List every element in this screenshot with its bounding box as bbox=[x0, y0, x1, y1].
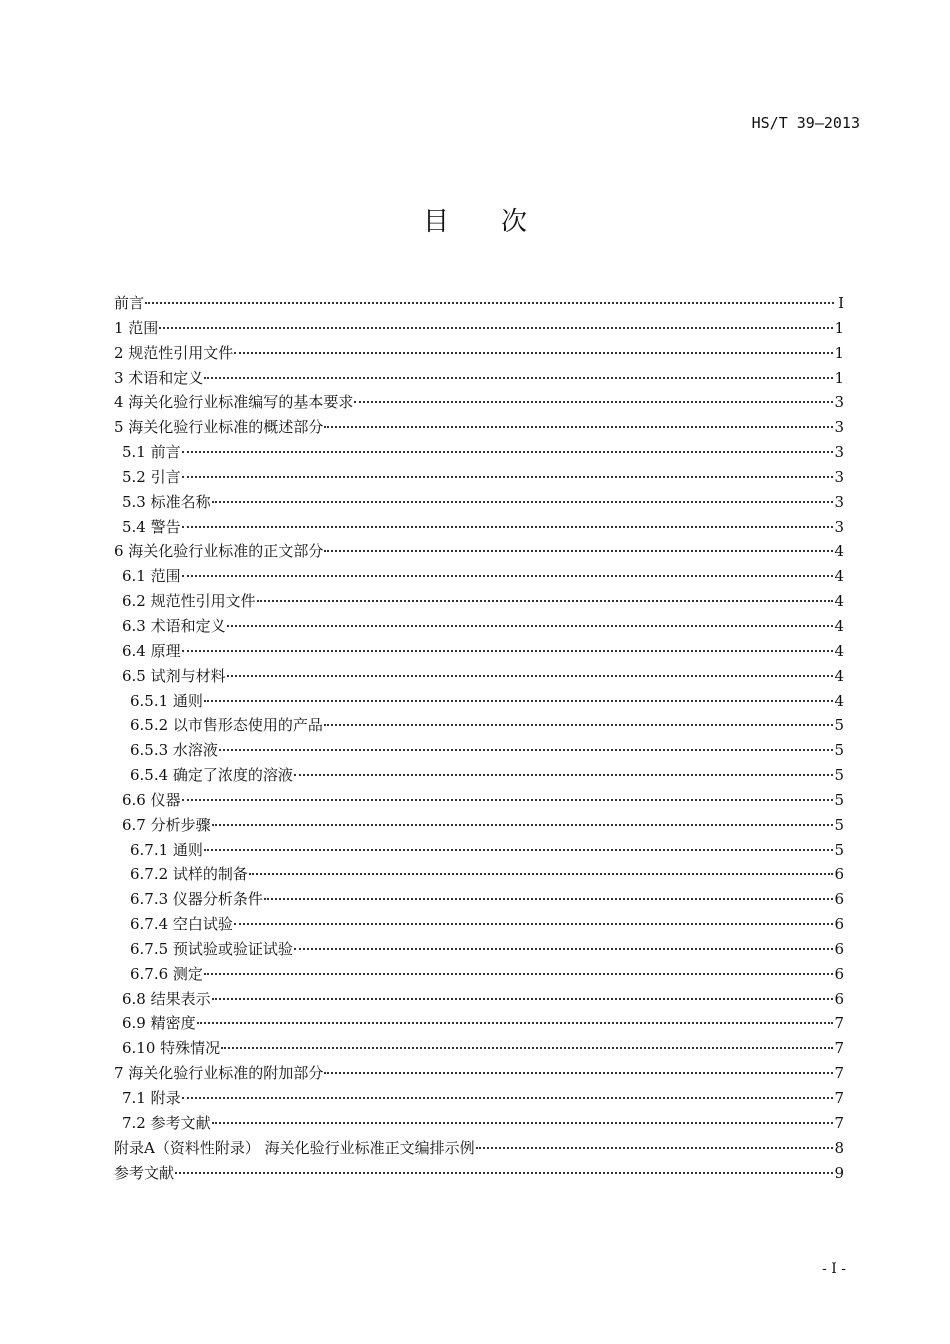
toc-entry-page: 7 bbox=[834, 1113, 844, 1132]
toc-entry[interactable] bbox=[114, 788, 844, 813]
toc-entry-page: 6 bbox=[834, 939, 844, 958]
toc-entry-page: 7 bbox=[834, 1089, 844, 1107]
toc-entry-label: 3 术语和定义 bbox=[114, 368, 204, 387]
toc-entry-page: 5 bbox=[834, 766, 844, 785]
standard-code: HS/T 39—2013 bbox=[751, 114, 860, 132]
toc-entry-page: 4 bbox=[834, 567, 844, 586]
toc-entry[interactable] bbox=[114, 465, 844, 490]
toc-entry[interactable] bbox=[114, 539, 844, 564]
toc-entry-label: 6.5.4 确定了浓度的溶液 bbox=[130, 766, 293, 785]
toc-entry-label: 6.9 精密度 bbox=[122, 1014, 196, 1033]
toc-dot-leader bbox=[212, 998, 834, 1000]
toc-entry-page: 6 bbox=[834, 964, 844, 983]
toc-entry[interactable] bbox=[114, 390, 844, 415]
toc-entry-page: 3 bbox=[834, 517, 844, 536]
toc-entry[interactable] bbox=[114, 664, 844, 689]
toc-dot-leader bbox=[219, 749, 834, 751]
toc-entry[interactable] bbox=[114, 1036, 844, 1061]
toc-entry[interactable] bbox=[114, 1111, 844, 1136]
toc-entry-label: 6.7.2 试样的制备 bbox=[130, 865, 248, 884]
toc-entry[interactable] bbox=[114, 1161, 844, 1186]
page-number: - I - bbox=[822, 1261, 846, 1277]
toc-dot-leader bbox=[182, 1097, 834, 1099]
toc-dot-leader bbox=[249, 873, 834, 875]
toc-entry-label: 6.5.2 以市售形态使用的产品 bbox=[130, 716, 323, 735]
toc-dot-leader bbox=[324, 426, 833, 428]
toc-dot-leader bbox=[204, 973, 834, 975]
toc-entry[interactable] bbox=[114, 614, 844, 639]
toc-entry-label: 6.2 规范性引用文件 bbox=[122, 592, 256, 611]
toc-entry-page: 3 bbox=[834, 393, 844, 412]
toc-entry[interactable] bbox=[114, 316, 844, 341]
toc-dot-leader bbox=[264, 898, 834, 900]
toc-entry[interactable] bbox=[114, 838, 844, 863]
toc-entry-label: 7.1 附录 bbox=[122, 1089, 181, 1107]
toc-entry-page: 5 bbox=[834, 741, 844, 760]
toc-entry-label: 6.7.5 预试验或验证试验 bbox=[130, 939, 293, 958]
toc-entry-page: 9 bbox=[834, 1163, 844, 1182]
toc-entry-page: 6 bbox=[834, 915, 844, 934]
toc-entry-label: 6.10 特殊情况 bbox=[122, 1039, 221, 1058]
toc-dot-leader bbox=[204, 849, 834, 851]
toc-entry-page: 6 bbox=[834, 865, 844, 884]
toc-dot-leader bbox=[234, 352, 833, 354]
toc-entry-page: 4 bbox=[834, 542, 844, 561]
toc-entry-label: 6.8 结果表示 bbox=[122, 989, 211, 1008]
toc-entry-label: 6.7.6 测定 bbox=[130, 964, 203, 983]
toc-dot-leader bbox=[212, 1122, 834, 1124]
toc-entry-page: 1 bbox=[834, 318, 844, 337]
toc-entry-label: 6.5 试剂与材料 bbox=[122, 666, 226, 685]
toc-entry[interactable] bbox=[114, 937, 844, 962]
toc-dot-leader bbox=[175, 1172, 833, 1174]
toc-dot-leader bbox=[227, 675, 834, 677]
toc-entry[interactable] bbox=[114, 713, 844, 738]
toc-entry-label: 6 海关化验行业标准的正文部分 bbox=[114, 542, 324, 561]
toc-entry-page: 5 bbox=[834, 716, 844, 735]
toc-dot-leader bbox=[294, 948, 834, 950]
toc-entry[interactable] bbox=[114, 738, 844, 763]
toc-entry-label: 附录A（资料性附录） 海关化验行业标准正文编排示例 bbox=[114, 1138, 475, 1157]
toc-entry[interactable] bbox=[114, 987, 844, 1012]
toc-entry[interactable] bbox=[114, 366, 844, 391]
toc-entry-label: 4 海关化验行业标准编写的基本要求 bbox=[114, 393, 354, 412]
toc-entry-label: 1 范围 bbox=[114, 318, 159, 337]
toc-entry-page: 5 bbox=[834, 840, 844, 859]
toc-entry-label: 5.3 标准名称 bbox=[122, 492, 211, 511]
toc-entry-page: I bbox=[838, 294, 844, 312]
toc-entry[interactable] bbox=[114, 962, 844, 987]
toc-entry[interactable] bbox=[114, 490, 844, 515]
toc-entry-page: 4 bbox=[834, 641, 844, 660]
toc-dot-leader bbox=[204, 377, 833, 379]
toc-entry-label: 6.5.3 水溶液 bbox=[130, 741, 218, 760]
toc-dot-leader bbox=[212, 501, 834, 503]
toc-dot-leader bbox=[324, 1072, 833, 1074]
toc-entry-label: 6.3 术语和定义 bbox=[122, 616, 226, 635]
toc-dot-leader bbox=[145, 302, 834, 304]
toc-dot-leader bbox=[227, 625, 834, 627]
toc-entry-label: 7 海关化验行业标准的附加部分 bbox=[114, 1064, 324, 1083]
toc-entry-label: 5.4 警告 bbox=[122, 517, 181, 536]
toc-entry[interactable] bbox=[114, 440, 844, 465]
toc-entry-label: 2 规范性引用文件 bbox=[114, 343, 234, 362]
toc-entry[interactable] bbox=[114, 1086, 844, 1111]
toc-entry-page: 8 bbox=[834, 1138, 844, 1157]
toc-entry-label: 5.1 前言 bbox=[122, 443, 181, 462]
toc-dot-leader bbox=[324, 724, 834, 726]
toc-entry-label: 6.7 分析步骤 bbox=[122, 815, 211, 834]
toc-dot-leader bbox=[476, 1147, 834, 1149]
toc-entry-label: 6.4 原理 bbox=[122, 641, 181, 660]
toc-entry-page: 6 bbox=[834, 989, 844, 1008]
toc-entry-page: 3 bbox=[834, 492, 844, 511]
toc-entry-label: 7.2 参考文献 bbox=[122, 1113, 211, 1132]
toc-entry[interactable] bbox=[114, 813, 844, 838]
toc-entry[interactable] bbox=[114, 763, 844, 788]
toc-entry-page: 4 bbox=[834, 592, 844, 611]
toc-entry-page: 4 bbox=[834, 691, 844, 710]
toc-entry-label: 前言 bbox=[114, 294, 145, 312]
toc-entry-page: 5 bbox=[834, 790, 844, 809]
toc-dot-leader bbox=[234, 923, 834, 925]
page-title: 目 次 bbox=[422, 207, 527, 237]
toc-entry-label: 6.1 范围 bbox=[122, 567, 181, 586]
toc-entry-label: 6.7.3 仪器分析条件 bbox=[130, 890, 263, 909]
toc-entry[interactable] bbox=[114, 564, 844, 589]
toc-entry-label: 6.5.1 通则 bbox=[130, 691, 203, 710]
toc-entry-page: 7 bbox=[834, 1014, 844, 1033]
toc-entry[interactable] bbox=[114, 1061, 844, 1086]
toc-entry[interactable] bbox=[114, 862, 844, 887]
toc-dot-leader bbox=[197, 1022, 834, 1024]
toc-entry-label: 参考文献 bbox=[114, 1163, 175, 1182]
toc-entry-page: 7 bbox=[834, 1064, 844, 1083]
toc-dot-leader bbox=[221, 1047, 833, 1049]
toc-entry[interactable] bbox=[114, 639, 844, 664]
toc-entry[interactable] bbox=[114, 1011, 844, 1036]
toc-entry[interactable] bbox=[114, 1136, 844, 1161]
toc-entry-page: 3 bbox=[834, 467, 844, 486]
toc-entry[interactable] bbox=[114, 689, 844, 714]
toc-dot-leader bbox=[354, 401, 833, 403]
toc-dot-leader bbox=[182, 799, 834, 801]
toc-entry-label: 6.6 仪器 bbox=[122, 790, 181, 809]
toc-dot-leader bbox=[182, 650, 834, 652]
toc-entry-page: 4 bbox=[834, 666, 844, 685]
toc-entry-label: 6.7.4 空白试验 bbox=[130, 915, 233, 934]
toc-entry[interactable] bbox=[114, 589, 844, 614]
toc-entry[interactable] bbox=[114, 912, 844, 937]
toc-dot-leader bbox=[257, 600, 834, 602]
toc-dot-leader bbox=[182, 575, 834, 577]
toc-entry[interactable] bbox=[114, 887, 844, 912]
toc-entry-label: 5.2 引言 bbox=[122, 467, 181, 486]
toc-entry-page: 3 bbox=[834, 418, 844, 437]
toc-dot-leader bbox=[212, 824, 834, 826]
toc-dot-leader bbox=[294, 774, 834, 776]
toc-entry-page: 4 bbox=[834, 616, 844, 635]
toc-entry-page: 1 bbox=[834, 368, 844, 387]
toc-entry-page: 1 bbox=[834, 343, 844, 362]
toc-entry-page: 7 bbox=[834, 1039, 844, 1058]
toc-entry[interactable] bbox=[114, 341, 844, 366]
table-of-contents bbox=[114, 291, 844, 1185]
toc-dot-leader bbox=[204, 700, 834, 702]
toc-dot-leader bbox=[182, 476, 834, 478]
toc-dot-leader bbox=[324, 550, 833, 552]
toc-dot-leader bbox=[159, 327, 833, 329]
toc-entry[interactable] bbox=[114, 415, 844, 440]
toc-entry[interactable] bbox=[114, 291, 844, 316]
toc-dot-leader bbox=[182, 526, 834, 528]
toc-entry-page: 3 bbox=[834, 443, 844, 462]
toc-entry-label: 5 海关化验行业标准的概述部分 bbox=[114, 418, 324, 437]
toc-dot-leader bbox=[182, 451, 834, 453]
toc-entry-page: 6 bbox=[834, 890, 844, 909]
toc-entry-page: 5 bbox=[834, 815, 844, 834]
toc-entry-label: 6.7.1 通则 bbox=[130, 840, 203, 859]
toc-entry[interactable] bbox=[114, 515, 844, 540]
